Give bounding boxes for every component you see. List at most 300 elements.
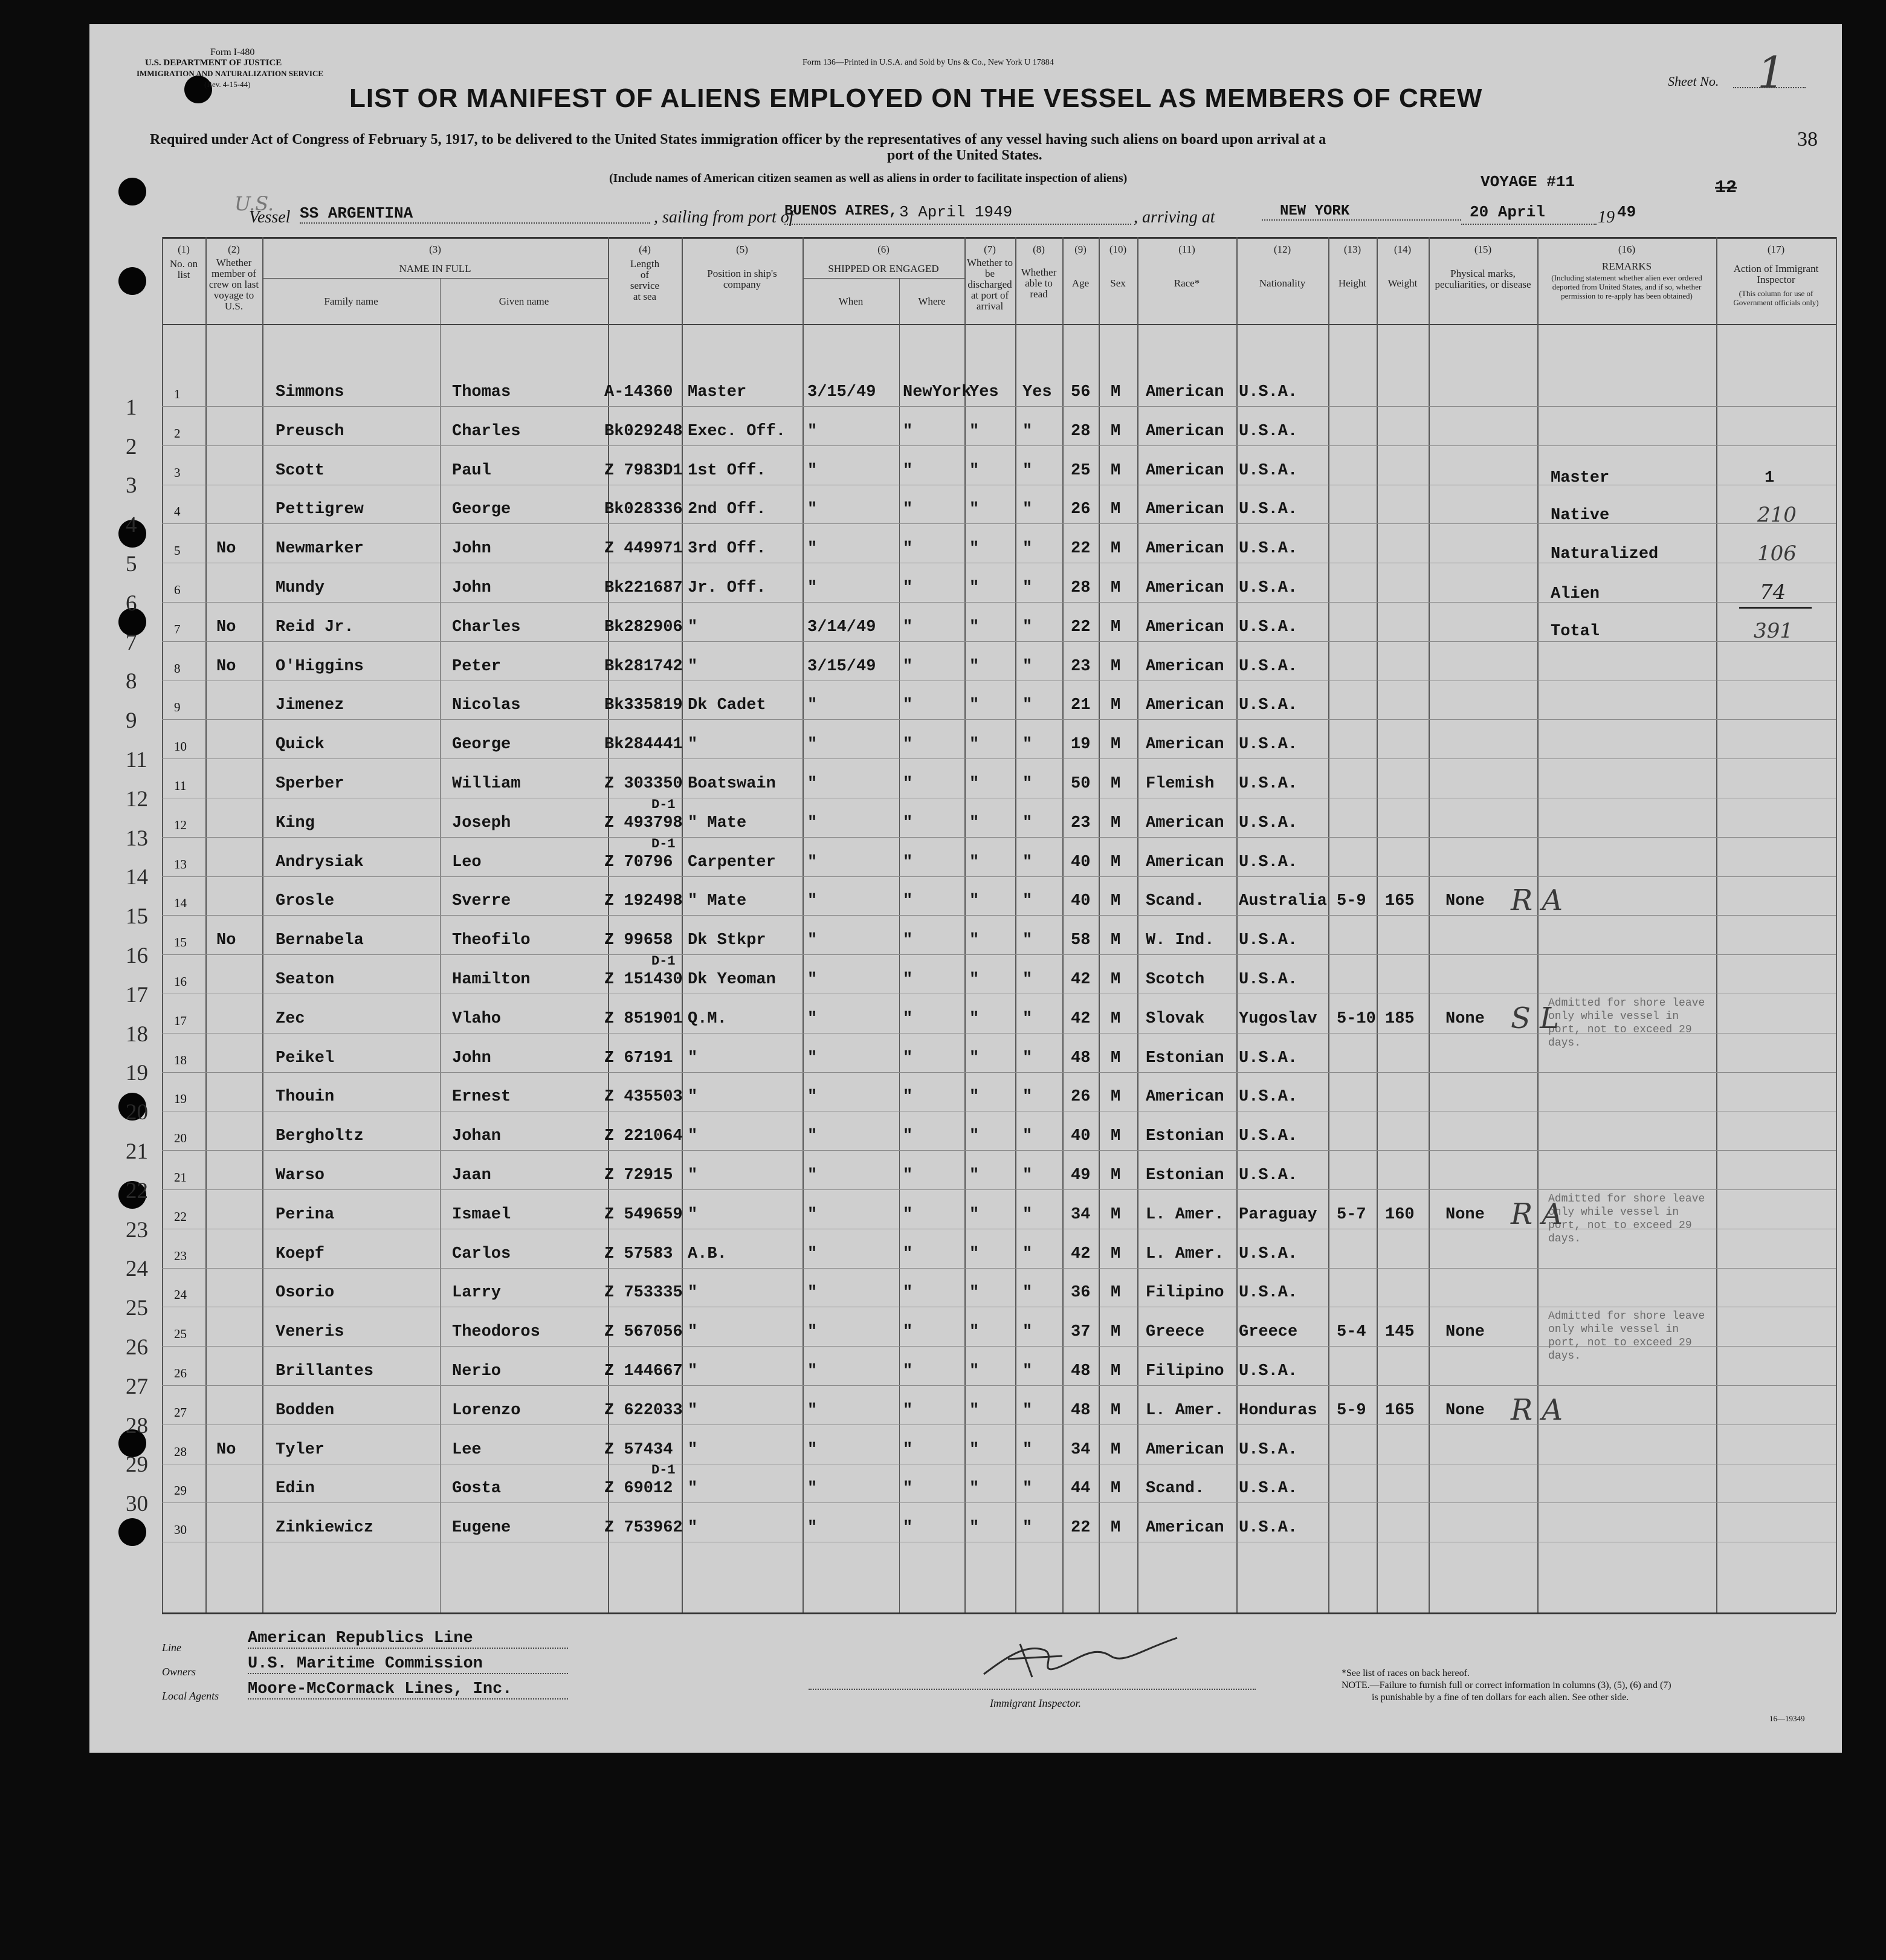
col-header-read: Whether able to read <box>1021 267 1057 300</box>
margin-line-number: 12 <box>126 786 148 812</box>
nationality-cell: Paraguay <box>1239 1205 1317 1224</box>
age-cell: 36 <box>1071 1284 1091 1302</box>
row-rule <box>162 1385 1836 1386</box>
service-prefix-note: D-1 <box>651 836 676 852</box>
margin-line-number: 5 <box>126 552 137 577</box>
given-name-cell: Nerio <box>452 1362 502 1380</box>
row-rule <box>162 1189 1836 1190</box>
family-name-cell: Reid Jr. <box>276 618 354 636</box>
family-name-cell: Warso <box>276 1166 325 1185</box>
service-cell: Z 567056 <box>604 1323 683 1342</box>
last-voyage-cell: No <box>216 540 236 558</box>
col-line <box>899 278 900 1612</box>
row-number: 16 <box>174 974 187 989</box>
sex-cell: M <box>1111 540 1121 558</box>
age-cell: 34 <box>1071 1205 1091 1224</box>
sex-cell: M <box>1111 618 1121 636</box>
nationality-cell: U.S.A. <box>1239 1440 1298 1459</box>
year-suffix: 49 <box>1617 203 1636 221</box>
race-cell: American <box>1146 422 1224 441</box>
marks-cell: None <box>1445 1205 1485 1224</box>
given-name-cell: Lorenzo <box>452 1401 521 1420</box>
row-number: 12 <box>174 817 187 832</box>
margin-line-number: 9 <box>126 708 137 734</box>
read-cell: " <box>1022 1284 1033 1302</box>
row-number: 17 <box>174 1013 187 1028</box>
service-prefix-note: D-1 <box>651 1463 676 1478</box>
remarks-stamp: Admitted for shore leave only while vessel in port, not to exceed 29 days. <box>1548 997 1705 1049</box>
inspector-initials: R A <box>1511 884 1563 918</box>
col-header-last-voyage: Whether member of crew on last voyage to U.S. <box>208 257 259 312</box>
race-cell: Slovak <box>1146 1009 1205 1028</box>
family-name-cell: Zec <box>276 1009 305 1028</box>
summary-total-value: 391 <box>1754 619 1793 643</box>
read-cell: " <box>1022 1519 1033 1538</box>
row-rule <box>162 406 1836 407</box>
col-header-age: Age <box>1071 277 1090 289</box>
given-name-cell: Paul <box>452 461 491 480</box>
row-number: 26 <box>174 1366 187 1380</box>
read-cell: " <box>1022 1401 1033 1420</box>
race-cell: American <box>1146 813 1224 832</box>
shipped-where-cell: " <box>903 1049 913 1067</box>
sex-cell: M <box>1111 500 1121 519</box>
service-prefix-note: D-1 <box>651 797 676 812</box>
given-name-cell: Larry <box>452 1284 502 1302</box>
nationality-cell: Yugoslav <box>1239 1009 1317 1028</box>
given-name-cell: Eugene <box>452 1519 511 1538</box>
family-name-cell: King <box>276 813 315 832</box>
read-cell: " <box>1022 696 1033 715</box>
age-cell: 22 <box>1071 618 1091 636</box>
service-cell: Bk221687 <box>604 579 683 597</box>
position-cell: " <box>688 736 698 754</box>
col-header-action-sub: (This column for use of Government officials only) <box>1733 289 1819 307</box>
footer-owners-value: U.S. Maritime Commission <box>248 1655 568 1674</box>
race-cell: American <box>1146 1519 1224 1538</box>
read-cell: " <box>1022 1205 1033 1224</box>
summary-total-label: Total <box>1551 623 1600 641</box>
shipped-when-cell: " <box>807 1401 818 1420</box>
read-cell: " <box>1022 1127 1033 1146</box>
date-to-underline <box>1461 224 1597 225</box>
row-rule <box>162 1072 1836 1073</box>
sex-cell: M <box>1111 1480 1121 1498</box>
col-header-name: NAME IN FULL <box>399 263 471 274</box>
shipped-when-cell: " <box>807 1088 818 1107</box>
discharge-cell: " <box>969 1362 980 1380</box>
shipped-when-cell: " <box>807 736 818 754</box>
col-num-7: (7) <box>984 244 996 255</box>
weight-cell: 165 <box>1385 1401 1415 1420</box>
margin-line-number: 21 <box>126 1139 148 1164</box>
position-cell: 3rd Off. <box>688 540 766 558</box>
weight-cell: 185 <box>1385 1009 1415 1028</box>
age-cell: 58 <box>1071 931 1091 950</box>
sex-cell: M <box>1111 971 1121 989</box>
age-cell: 28 <box>1071 579 1091 597</box>
sheet-number: 1 <box>1757 47 1785 98</box>
punch-hole <box>118 267 146 295</box>
col-header-shipped: SHIPPED OR ENGAGED <box>828 263 939 274</box>
shipped-where-cell: " <box>903 1244 913 1263</box>
col-num-8: (8) <box>1033 244 1045 255</box>
col-header-nationality: Nationality <box>1259 277 1306 289</box>
nationality-cell: U.S.A. <box>1239 971 1298 989</box>
position-cell: " <box>688 1362 698 1380</box>
position-cell: " Mate <box>688 813 747 832</box>
shipped-where-cell: " <box>903 1323 913 1342</box>
age-cell: 23 <box>1071 813 1091 832</box>
manifest-sheet <box>89 24 1842 1753</box>
given-name-cell: Hamilton <box>452 971 531 989</box>
nationality-cell: Australia <box>1239 892 1327 911</box>
given-name-cell: Theodoros <box>452 1323 540 1342</box>
race-cell: Flemish <box>1146 775 1215 793</box>
shipped-when-cell: " <box>807 1009 818 1028</box>
service-cell: Z 449971 <box>604 540 683 558</box>
nationality-cell: U.S.A. <box>1239 1049 1298 1067</box>
marks-cell: None <box>1445 892 1485 911</box>
weight-cell: 145 <box>1385 1323 1415 1342</box>
row-rule <box>162 758 1836 759</box>
age-cell: 42 <box>1071 1009 1091 1028</box>
col-header-marks: Physical marks, peculiarities, or disease <box>1435 268 1531 290</box>
col-num-1: (1) <box>178 244 190 255</box>
nationality-cell: U.S.A. <box>1239 775 1298 793</box>
given-name-cell: John <box>452 579 491 597</box>
footer-line-value: American Republics Line <box>248 1629 568 1649</box>
position-cell: " <box>688 657 698 676</box>
discharge-cell: " <box>969 1323 980 1342</box>
sex-cell: M <box>1111 1009 1121 1028</box>
shipped-where-cell: " <box>903 618 913 636</box>
sheet-label: Sheet No. <box>1668 74 1719 89</box>
discharge-cell: " <box>969 1244 980 1263</box>
col-header-family: Family name <box>324 296 378 307</box>
shipped-when-cell: " <box>807 892 818 911</box>
col-line <box>1377 237 1378 1612</box>
position-cell: " <box>688 1401 698 1420</box>
row-number: 19 <box>174 1092 187 1107</box>
read-cell: " <box>1022 1480 1033 1498</box>
nationality-cell: U.S.A. <box>1239 1362 1298 1380</box>
nationality-cell: Greece <box>1239 1323 1298 1342</box>
family-name-cell: Quick <box>276 736 325 754</box>
race-cell: American <box>1146 1440 1224 1459</box>
margin-line-number: 23 <box>126 1217 148 1243</box>
form-dept: U.S. DEPARTMENT OF JUSTICE <box>145 58 282 68</box>
col-header-weight: Weight <box>1387 277 1418 289</box>
position-cell: Dk Yeoman <box>688 971 776 989</box>
shipped-when-cell: " <box>807 461 818 480</box>
shipped-where-cell: " <box>903 971 913 989</box>
nationality-cell: U.S.A. <box>1239 461 1298 480</box>
margin-line-number: 30 <box>126 1492 148 1517</box>
col-num-2: (2) <box>228 244 240 255</box>
shipped-where-cell: " <box>903 1127 913 1146</box>
given-name-cell: Jaan <box>452 1166 491 1185</box>
summary-master-label: Master <box>1551 469 1610 487</box>
inspector-signature-line <box>809 1689 1256 1690</box>
row-number: 27 <box>174 1405 187 1420</box>
shipped-where-cell: " <box>903 931 913 950</box>
shipped-where-cell: " <box>903 1088 913 1107</box>
discharge-cell: " <box>969 1166 980 1185</box>
sex-cell: M <box>1111 579 1121 597</box>
shipped-when-cell: " <box>807 422 818 441</box>
service-cell: Z 99658 <box>604 931 673 950</box>
nationality-cell: U.S.A. <box>1239 1088 1298 1107</box>
nationality-cell: U.S.A. <box>1239 1519 1298 1538</box>
shipped-when-cell: " <box>807 1323 818 1342</box>
given-name-cell: Gosta <box>452 1480 502 1498</box>
col-num-14: (14) <box>1394 244 1412 255</box>
last-voyage-cell: No <box>216 618 236 636</box>
us-mark: U.S. <box>234 192 274 215</box>
position-cell: Dk Cadet <box>688 696 766 715</box>
col-num-4: (4) <box>639 244 651 255</box>
footer-owners-label: Owners <box>162 1666 196 1678</box>
col-line <box>205 237 207 1612</box>
position-cell: Carpenter <box>688 853 776 872</box>
row-number: 9 <box>174 700 181 715</box>
shipped-where-cell: " <box>903 579 913 597</box>
shipped-where-cell: " <box>903 775 913 793</box>
shipped-when-cell: " <box>807 813 818 832</box>
punch-hole <box>118 1518 146 1546</box>
service-cell: Z 67191 <box>604 1049 673 1067</box>
summary-alien-label: Alien <box>1551 585 1600 603</box>
given-name-cell: Theofilo <box>452 931 531 950</box>
family-name-cell: Andrysiak <box>276 853 364 872</box>
margin-line-number: 15 <box>126 904 148 930</box>
margin-line-number: 3 <box>126 473 137 499</box>
given-name-cell: Sverre <box>452 892 511 911</box>
shipped-when-cell: " <box>807 775 818 793</box>
footer-note-2: is punishable by a fine of ten dollars for each alien. See other side. <box>1372 1692 1629 1703</box>
service-cell: Z 57583 <box>604 1244 673 1263</box>
sheet-underline <box>1733 87 1806 88</box>
form-rev: (Rev. 4-15-44) <box>204 80 251 89</box>
family-name-cell: Perina <box>276 1205 335 1224</box>
position-cell: " <box>688 1127 698 1146</box>
nationality-cell: Honduras <box>1239 1401 1317 1420</box>
family-name-cell: Simmons <box>276 383 344 401</box>
col-num-15: (15) <box>1474 244 1492 255</box>
col-line <box>1429 237 1430 1612</box>
vessel-label: Vessel <box>249 208 291 227</box>
col-num-5: (5) <box>736 244 748 255</box>
service-cell: Z 70796 <box>604 853 673 872</box>
corner-mark: 12 <box>1715 178 1737 198</box>
discharge-cell: " <box>969 971 980 989</box>
service-prefix-note: D-1 <box>651 954 676 969</box>
given-name-cell: William <box>452 775 521 793</box>
shipped-where-cell: " <box>903 1440 913 1459</box>
sex-cell: M <box>1111 383 1121 401</box>
col-num-9: (9) <box>1074 244 1087 255</box>
race-cell: American <box>1146 579 1224 597</box>
read-cell: " <box>1022 579 1033 597</box>
margin-line-number: 16 <box>126 943 148 968</box>
age-cell: 40 <box>1071 1127 1091 1146</box>
margin-line-number: 29 <box>126 1452 148 1478</box>
race-cell: Scotch <box>1146 971 1205 989</box>
given-name-cell: George <box>452 500 511 519</box>
read-cell: " <box>1022 1244 1033 1263</box>
read-cell: " <box>1022 1440 1033 1459</box>
given-name-cell: Carlos <box>452 1244 511 1263</box>
age-cell: 42 <box>1071 1244 1091 1263</box>
shipped-where-cell: " <box>903 1401 913 1420</box>
shipped-where-cell: " <box>903 1166 913 1185</box>
race-cell: Filipino <box>1146 1362 1224 1380</box>
position-cell: " <box>688 1480 698 1498</box>
service-cell: A-14360 <box>604 383 673 401</box>
summary-master-value: 1 <box>1765 469 1775 487</box>
col-line <box>1836 237 1837 1612</box>
col-header-height: Height <box>1338 277 1367 289</box>
year-prefix: 19 <box>1598 208 1615 227</box>
family-name-cell: Brillantes <box>276 1362 374 1380</box>
read-cell: " <box>1022 892 1033 911</box>
height-cell: 5-7 <box>1337 1205 1366 1224</box>
position-cell: " <box>688 1323 698 1342</box>
sex-cell: M <box>1111 696 1121 715</box>
margin-line-number: 2 <box>126 434 137 459</box>
sex-cell: M <box>1111 775 1121 793</box>
position-cell: " <box>688 1519 698 1538</box>
col-num-13: (13) <box>1343 244 1361 255</box>
race-cell: American <box>1146 696 1224 715</box>
remarks-stamp: Admitted for shore leave only while vessel in port, not to exceed 29 days. <box>1548 1310 1705 1363</box>
row-number: 3 <box>174 465 181 480</box>
corner-number: 38 <box>1797 128 1818 150</box>
row-number: 25 <box>174 1327 187 1342</box>
footer-code: 16—19349 <box>1769 1714 1805 1723</box>
discharge-cell: " <box>969 1009 980 1028</box>
inspector-initials: R A <box>1511 1392 1563 1427</box>
given-name-cell: John <box>452 540 491 558</box>
margin-line-number: 27 <box>126 1374 148 1399</box>
discharge-cell: " <box>969 500 980 519</box>
service-cell: Bk028336 <box>604 500 683 519</box>
position-cell: Master <box>688 383 747 401</box>
sex-cell: M <box>1111 1323 1121 1342</box>
discharge-cell: " <box>969 1284 980 1302</box>
service-cell: Bk282906 <box>604 618 683 636</box>
footer-agents-label: Local Agents <box>162 1690 219 1702</box>
position-cell: " <box>688 1049 698 1067</box>
race-cell: L. Amer. <box>1146 1401 1224 1420</box>
family-name-cell: Newmarker <box>276 540 364 558</box>
sex-cell: M <box>1111 853 1121 872</box>
discharge-cell: " <box>969 422 980 441</box>
given-name-cell: Johan <box>452 1127 502 1146</box>
service-cell: Bk281742 <box>604 657 683 676</box>
nationality-cell: U.S.A. <box>1239 813 1298 832</box>
margin-line-number: 1 <box>126 395 137 420</box>
margin-line-number: 24 <box>126 1257 148 1282</box>
age-cell: 21 <box>1071 696 1091 715</box>
punch-hole <box>118 178 146 205</box>
port-to: NEW YORK <box>1262 203 1461 221</box>
margin-line-number: 25 <box>126 1296 148 1321</box>
table-top-border <box>162 237 1836 239</box>
row-rule <box>162 719 1836 720</box>
family-name-cell: Scott <box>276 461 325 480</box>
row-number: 11 <box>174 778 187 793</box>
race-cell: American <box>1146 540 1224 558</box>
nationality-cell: U.S.A. <box>1239 1480 1298 1498</box>
race-cell: Estonian <box>1146 1127 1224 1146</box>
inspector-label: Immigrant Inspector. <box>990 1697 1081 1709</box>
position-cell: " <box>688 1166 698 1185</box>
age-cell: 40 <box>1071 892 1091 911</box>
sex-cell: M <box>1111 1127 1121 1146</box>
age-cell: 50 <box>1071 775 1091 793</box>
shipped-when-cell: " <box>807 1166 818 1185</box>
race-cell: American <box>1146 461 1224 480</box>
col-header-no: No. on list <box>169 258 198 280</box>
col-header-given: Given name <box>499 296 549 307</box>
family-name-cell: Grosle <box>276 892 335 911</box>
read-cell: " <box>1022 657 1033 676</box>
service-cell: Z 622033 <box>604 1401 683 1420</box>
row-number: 8 <box>174 661 181 676</box>
given-name-cell: George <box>452 736 511 754</box>
sex-cell: M <box>1111 1088 1121 1107</box>
shipped-where-cell: " <box>903 1009 913 1028</box>
summary-total-rule <box>1739 607 1812 609</box>
family-name-cell: Preusch <box>276 422 344 441</box>
row-rule <box>162 1268 1836 1269</box>
discharge-cell: " <box>969 696 980 715</box>
col-header-where: Where <box>918 296 946 307</box>
discharge-cell: " <box>969 579 980 597</box>
discharge-cell: " <box>969 461 980 480</box>
sex-cell: M <box>1111 1519 1121 1538</box>
given-name-cell: Ernest <box>452 1088 511 1107</box>
nationality-cell: U.S.A. <box>1239 383 1298 401</box>
position-cell: 2nd Off. <box>688 500 766 519</box>
discharge-cell: " <box>969 813 980 832</box>
row-number: 6 <box>174 583 181 597</box>
age-cell: 28 <box>1071 422 1091 441</box>
shipped-where-cell: " <box>903 1480 913 1498</box>
discharge-cell: " <box>969 1049 980 1067</box>
race-cell: American <box>1146 618 1224 636</box>
race-cell: Scand. <box>1146 1480 1205 1498</box>
position-cell: " <box>688 1088 698 1107</box>
read-cell: " <box>1022 500 1033 519</box>
col-num-12: (12) <box>1273 244 1291 255</box>
height-cell: 5-9 <box>1337 892 1366 911</box>
service-cell: Z 753335 <box>604 1284 683 1302</box>
row-number: 30 <box>174 1522 187 1538</box>
age-cell: 25 <box>1071 461 1091 480</box>
sex-cell: M <box>1111 931 1121 950</box>
nationality-cell: U.S.A. <box>1239 618 1298 636</box>
shipped-where-cell: " <box>903 696 913 715</box>
margin-line-number: 20 <box>126 1100 148 1125</box>
race-cell: L. Amer. <box>1146 1244 1224 1263</box>
required-line-1: Required under Act of Congress of February 5, 1917, to be delivered to the United States immigration officer by the representatives of any vessel having such aliens on board upon arrival at a <box>150 132 1326 147</box>
age-cell: 48 <box>1071 1401 1091 1420</box>
family-name-cell: Peikel <box>276 1049 335 1067</box>
table-bottom-border <box>162 1612 1836 1614</box>
